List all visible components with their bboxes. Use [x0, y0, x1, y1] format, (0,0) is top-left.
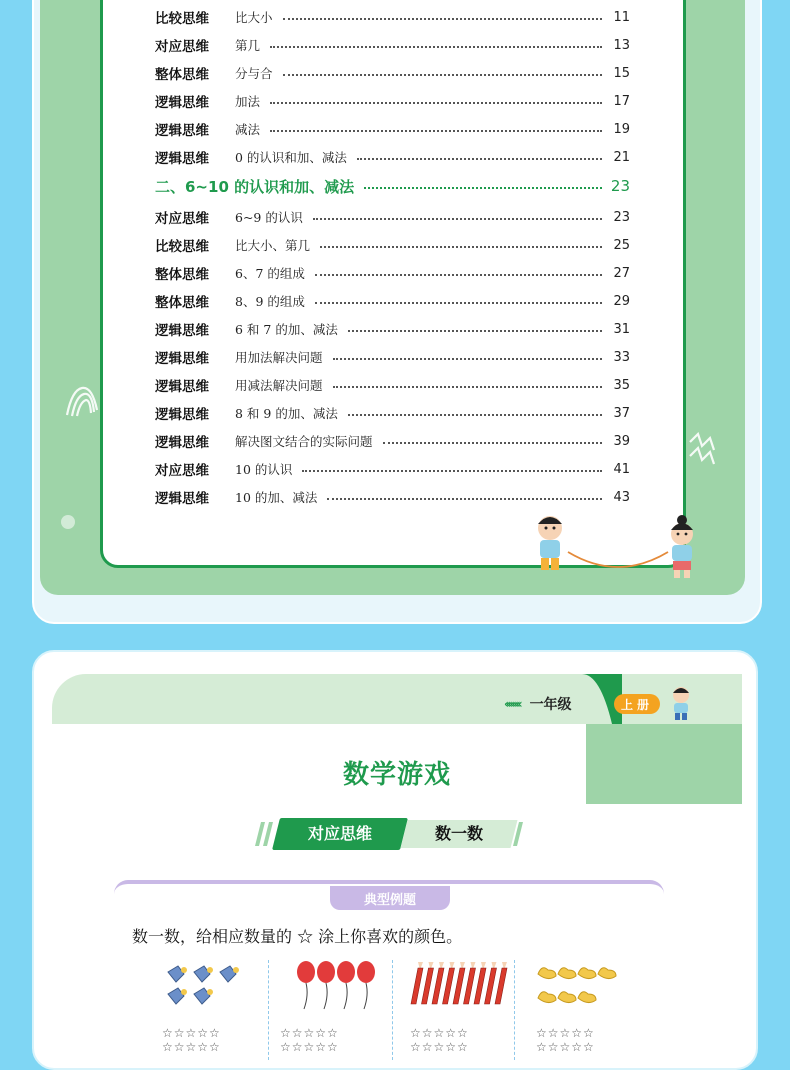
toc-topic: 8、9 的组成 [235, 294, 305, 309]
star-row[interactable]: ☆☆☆☆☆ [410, 1026, 469, 1040]
toc-row[interactable] [155, 89, 630, 113]
balloon-icon [294, 960, 384, 1010]
tag-secondary: 数一数 [434, 824, 483, 843]
toc-row[interactable] [155, 233, 630, 257]
star-row[interactable]: ☆☆☆☆☆ [536, 1026, 595, 1040]
toc-topic: 比大小、第几 [235, 238, 311, 253]
toc-page-number: 23 [613, 209, 630, 225]
pencil [485, 962, 497, 1004]
toc-category: 整体思维 [155, 67, 209, 83]
toc-category: 逻辑思维 [155, 123, 209, 139]
leader-dots [348, 330, 602, 332]
toc-page-number: 11 [613, 9, 630, 25]
leader-dots [327, 498, 602, 500]
section-page: 23 [610, 177, 630, 195]
toc-category: 逻辑思维 [155, 151, 209, 167]
toc-row[interactable] [155, 145, 630, 169]
toc-topic: 8 和 9 的加、减法 [235, 406, 338, 421]
toc-category: 比较思维 [155, 11, 209, 27]
leader-dots [270, 46, 602, 48]
leader-dots [313, 218, 602, 220]
pencil [411, 962, 423, 1004]
column-divider [392, 960, 393, 1060]
toc-topic: 用减法解决问题 [235, 378, 323, 393]
leader-dots [348, 414, 602, 416]
toc-category: 对应思维 [155, 39, 209, 55]
toc-row[interactable] [155, 345, 630, 369]
star-rows[interactable] [410, 1026, 469, 1054]
toc-category: 逻辑思维 [155, 491, 209, 507]
pencil [453, 962, 465, 1004]
toc-page-number: 27 [613, 265, 630, 281]
toc-page-number: 31 [613, 321, 630, 337]
star-row[interactable]: ☆☆☆☆☆ [162, 1026, 221, 1040]
count-item-balloons [274, 958, 392, 1068]
toc-page-number: 41 [613, 461, 630, 477]
toc-topic: 10 的加、减法 [235, 490, 318, 505]
star-rows[interactable] [162, 1026, 221, 1054]
toc-topic: 分与合 [235, 66, 273, 81]
toc-category: 逻辑思维 [155, 379, 209, 395]
leader-dots [320, 246, 602, 248]
toc-category: 对应思维 [155, 211, 209, 227]
circle-decoration [58, 512, 78, 532]
toc-topic: 解决图文结合的实际问题 [235, 434, 373, 449]
pencil [422, 962, 434, 1004]
toc-row[interactable] [155, 5, 630, 29]
toc-page-number: 19 [613, 121, 630, 137]
count-item-pencils [396, 958, 514, 1068]
toc-row[interactable] [155, 429, 630, 453]
toc-row[interactable] [155, 317, 630, 341]
toc-row[interactable] [155, 401, 630, 425]
toc-page-number: 33 [613, 349, 630, 365]
toc-category: 整体思维 [155, 267, 209, 283]
column-divider [514, 960, 515, 1060]
toc-page-number: 13 [613, 37, 630, 53]
count-item-birds [132, 958, 250, 1068]
duck-icon [534, 960, 620, 1010]
leader-dots [302, 470, 602, 472]
toc-page-number: 25 [613, 237, 630, 253]
toc-page-number: 35 [613, 377, 630, 393]
toc-page-number: 21 [613, 149, 630, 165]
toc-section-heading[interactable] [155, 174, 630, 198]
star-row[interactable]: ☆☆☆☆☆ [280, 1026, 339, 1040]
star-row[interactable]: ☆☆☆☆☆ [410, 1040, 469, 1054]
toc-topic: 6 和 7 的加、减法 [235, 322, 338, 337]
toc-page-number: 29 [613, 293, 630, 309]
star-row[interactable]: ☆☆☆☆☆ [536, 1040, 595, 1054]
leader-dots [315, 274, 602, 276]
toc-page-number: 17 [613, 93, 630, 109]
star-row[interactable]: ☆☆☆☆☆ [280, 1040, 339, 1054]
page-title: 数学游戏 [342, 760, 451, 790]
boy-mascot-icon [668, 686, 694, 722]
section-title: 二、6~10 的认识和加、减法 [155, 177, 355, 196]
toc-category: 逻辑思维 [155, 323, 209, 339]
toc-row[interactable] [155, 261, 630, 285]
star-rows[interactable] [280, 1026, 339, 1054]
kids-jump-rope-illustration [528, 512, 708, 584]
leader-dots [283, 18, 602, 20]
star-row[interactable]: ☆☆☆☆☆ [162, 1040, 221, 1054]
volume-badge: 上册 [614, 694, 660, 714]
toc-topic: 加法 [235, 94, 261, 109]
toc-topic: 第几 [235, 38, 261, 53]
leader-dots [270, 130, 602, 132]
toc-category: 逻辑思维 [155, 435, 209, 451]
toc-page-number: 37 [613, 405, 630, 421]
toc-row[interactable] [155, 205, 630, 229]
grade-indicator [504, 692, 572, 716]
toc-row[interactable] [155, 33, 630, 57]
pencil-icon [408, 960, 508, 1008]
toc-row[interactable] [155, 457, 630, 481]
wave-decoration [62, 380, 102, 420]
leader-dots [383, 442, 602, 444]
toc-row[interactable] [155, 117, 630, 141]
instruction-text: 数一数，给相应数量的 ☆ 涂上你喜欢的颜色。 [132, 927, 463, 946]
toc-topic: 用加法解决问题 [235, 350, 323, 365]
pencil [495, 962, 507, 1004]
leader-dots [364, 187, 602, 189]
column-divider [268, 960, 269, 1060]
star-rows[interactable] [536, 1026, 595, 1054]
chevrons-icon: ‹‹‹‹‹‹‹‹ [504, 697, 520, 711]
toc-page-number: 15 [613, 65, 630, 81]
toc-row[interactable] [155, 373, 630, 397]
grade-label: 一年级 [529, 697, 572, 713]
leader-dots [333, 386, 602, 388]
tag-stripe [263, 822, 273, 846]
toc-row[interactable] [155, 289, 630, 313]
toc-page-number: 39 [613, 433, 630, 449]
pencil [474, 962, 486, 1004]
toc-topic: 0 的认识和加、减法 [235, 150, 347, 165]
leader-dots [283, 74, 602, 76]
leader-dots [270, 102, 602, 104]
toc-topic: 10 的认识 [235, 462, 293, 477]
pencil [432, 962, 444, 1004]
toc-category: 逻辑思维 [155, 407, 209, 423]
pencil [443, 962, 455, 1004]
toc-topic: 6~9 的认识 [235, 210, 303, 225]
counting-grid [132, 958, 692, 1068]
topic-tag [264, 818, 524, 850]
toc-topic: 6、7 的组成 [235, 266, 305, 281]
toc-category: 整体思维 [155, 295, 209, 311]
toc-topic: 比大小 [235, 10, 273, 25]
toc-category: 逻辑思维 [155, 351, 209, 367]
lesson-page [32, 650, 758, 1070]
toc-topic: 减法 [235, 122, 261, 137]
zigzag-decoration [688, 432, 718, 472]
tag-primary: 对应思维 [307, 824, 372, 843]
toc-row[interactable] [155, 61, 630, 85]
example-label: 典型例题 [330, 886, 450, 910]
leader-dots [333, 358, 602, 360]
toc-category: 逻辑思维 [155, 95, 209, 111]
toc-row[interactable] [155, 485, 630, 509]
toc-category: 比较思维 [155, 239, 209, 255]
pencil [464, 962, 476, 1004]
bird-icon [164, 962, 248, 1008]
toc-page-number: 43 [613, 489, 630, 505]
leader-dots [357, 158, 602, 160]
leader-dots [315, 302, 602, 304]
count-item-ducks [518, 958, 636, 1068]
toc-category: 对应思维 [155, 463, 209, 479]
